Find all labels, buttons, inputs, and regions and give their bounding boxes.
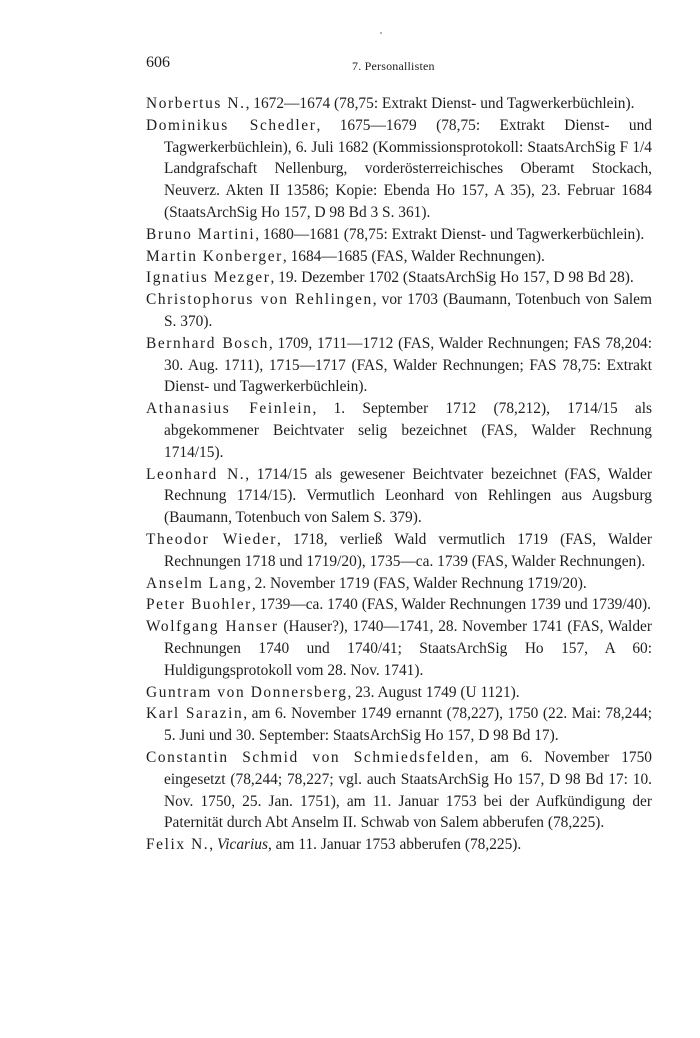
entry-name: Bruno Martini (146, 225, 256, 243)
list-entry (146, 289, 652, 333)
entry-text: , 1. September 1712 (78,212), 1714/15 als abgekommener Beichtvater selig bezeichnet (FAS, Walder Rechnung 1714/15). (164, 400, 652, 461)
list-entry (146, 246, 652, 268)
entry-name: Christophorus von Rehlingen (146, 291, 373, 309)
entry-text: , 1718, verließ Wald vermutlich 1719 (FAS, Walder Rechnungen 1718 und 1719/20), 1735—ca. 1739 (FAS, Walder Rechnungen). (164, 530, 653, 570)
entry-name: Athanasius Feinlein (146, 400, 313, 418)
entry-name: Leonhard N. (146, 465, 246, 483)
list-entry (146, 115, 652, 224)
page-number: 606 (146, 54, 170, 71)
entry-name: Martin Konberger (146, 247, 283, 265)
list-entry (146, 834, 652, 856)
entry-name: Wolfgang Hanser (146, 618, 279, 636)
entry-name: Theodor Wieder (146, 530, 278, 548)
entry-name: Constantin Schmid von Schmiedsfelden (146, 748, 475, 766)
scan-speck (380, 32, 382, 34)
entry-name: Guntram von Donnersberg (146, 683, 348, 701)
entry-text: , am 6. November 1750 eingesetzt (78,244; 78,227; vgl. auch StaatsArchSig Ho 157, D 98 Bd 17: 10. Nov. 1750, 25. Jan. 1751), am 11. Januar 1753 bei der Aufkündigung der Paternität durch Abt Anselm II. Schwab von Salem abberufen (78,225). (164, 748, 652, 832)
entry-name: Norbertus N. (146, 95, 246, 112)
entry-name: Ignatius Mezger (146, 269, 271, 287)
list-entry (146, 747, 652, 834)
entry-text: (Hauser?), 1740—1741, 28. November 1741 (FAS, Walder Rechnungen 1740 und 1740/41; StaatsArchSig Ho 157, A 60: Huldigungsprotokoll vom 28. Nov. 1741). (164, 618, 652, 679)
running-head: 7. Personallisten (352, 59, 435, 73)
entry-text: , 1680—1681 (78,75: Extrakt Dienst- und Tagwerkerbüchlein). (255, 225, 645, 243)
entry-italic-term: Vicarius (216, 836, 268, 854)
entry-text: , vor 1703 (Baumann, Totenbuch von Salem S. 370). (164, 291, 652, 330)
list-entry (146, 616, 652, 681)
entry-text-after: , am 11. Januar 1753 abberufen (78,225). (267, 836, 522, 854)
list-entry (146, 333, 652, 398)
entry-text: , 1675—1679 (78,75: Extrakt Dienst- und Tagwerkerbüchlein), 6. Juli 1682 (Kommissionsprotokoll: StaatsArchSig F 1/4 Landgrafschaft Nellenburg, vorderösterreichisches Oberamt Stockach, Neuverz. Akten II 13586; Kopie: Ebenda Ho 157, A 35), 23. Februar 1684 (StaatsArchSig Ho 157, D 98 Bd 3 S. 361). (164, 116, 653, 221)
list-entry (146, 224, 652, 246)
list-entry (146, 93, 652, 115)
entry-text: , 1714/15 als gewesener Beichtvater bezeichnet (FAS, Walder Rechnung 1714/15). Vermutlich Leonhard von Rehlingen aus Augsburg (Baumann, Totenbuch von Salem S. 379). (164, 465, 652, 527)
entry-text: , 2. November 1719 (FAS, Walder Rechnung 1719/20). (246, 574, 587, 592)
entry-name: Karl Sarazin (146, 705, 244, 723)
list-entry (146, 267, 652, 289)
entry-name: Dominikus Schedler (146, 116, 317, 134)
entry-name: Felix N. (146, 836, 210, 854)
entry-text: , (209, 836, 217, 854)
list-entry (146, 703, 652, 747)
entry-text: , am 6. November 1749 ernannt (78,227), 1750 (22. Mai: 78,244; 5. Juni und 30. September: StaatsArchSig Ho 157, D 98 Bd 17). (164, 705, 653, 745)
entry-name: Peter Buohler (146, 596, 252, 614)
entry-text: , 1672—1674 (78,75: Extrakt Dienst- und Tagwerkerbüchlein). (245, 95, 635, 112)
personnel-list (146, 93, 652, 856)
entry-text: , 23. August 1749 (U 1121). (347, 683, 520, 701)
entry-text: , 1684—1685 (FAS, Walder Rechnungen). (282, 247, 545, 265)
entry-text: , 19. Dezember 1702 (StaatsArchSig Ho 157, D 98 Bd 28). (270, 269, 634, 287)
entry-name: Bernhard Bosch (146, 334, 269, 352)
list-entry (146, 529, 652, 573)
entry-text: , 1739—ca. 1740 (FAS, Walder Rechnungen 1739 und 1739/40). (251, 596, 652, 614)
list-entry (146, 398, 652, 463)
list-entry (146, 594, 652, 616)
list-entry (146, 682, 652, 704)
entry-text: , 1709, 1711—1712 (FAS, Walder Rechnungen; FAS 78,204: 30. Aug. 1711), 1715—1717 (FAS, Walder Rechnungen; FAS 78,75: Extrakt Dienst- und Tagwerkerbüchlein). (164, 334, 652, 396)
list-entry (146, 464, 652, 529)
entry-name: Anselm Lang (146, 574, 247, 592)
list-entry (146, 573, 652, 595)
